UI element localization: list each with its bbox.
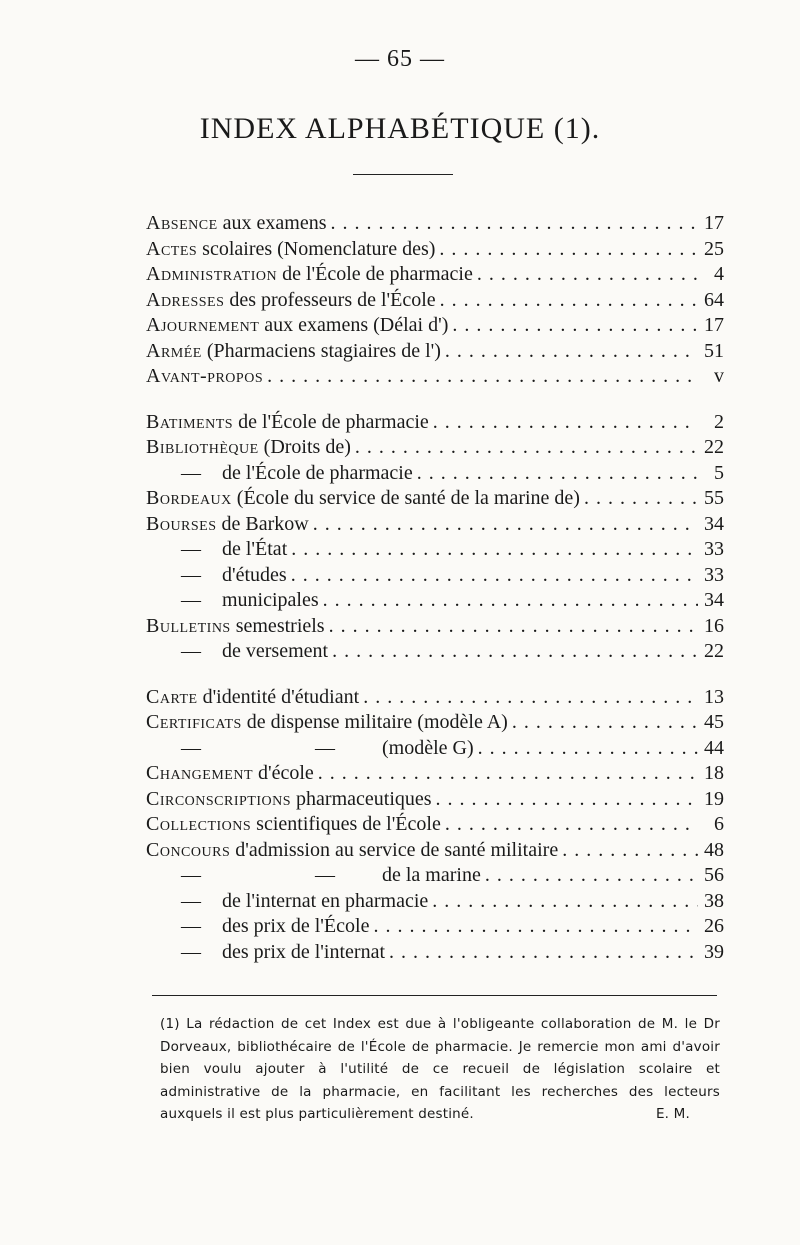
dot-leader bbox=[309, 513, 698, 536]
entry-label: aux examens bbox=[217, 212, 327, 234]
dot-leader bbox=[428, 890, 698, 913]
page-reference: v bbox=[714, 365, 724, 387]
dot-leader bbox=[432, 788, 698, 811]
page-reference: 33 bbox=[704, 538, 724, 560]
page-reference: 17 bbox=[704, 314, 724, 336]
entry-label: d'admission au service de santé militaire bbox=[230, 838, 559, 861]
entry-label: de l'École de pharmacie bbox=[222, 461, 413, 484]
ditto-dash: — bbox=[315, 864, 335, 886]
entry-text bbox=[146, 589, 319, 612]
entry-label: de versement bbox=[222, 640, 329, 662]
entry-label: de Barkow bbox=[216, 512, 309, 535]
page-reference: 45 bbox=[704, 711, 724, 733]
entry-text bbox=[146, 762, 314, 785]
page-reference: 13 bbox=[704, 685, 724, 708]
page-reference: 39 bbox=[704, 940, 724, 963]
page-reference: 26 bbox=[704, 915, 724, 937]
ditto-dash: — bbox=[181, 589, 201, 611]
entry-label: d'études bbox=[222, 563, 287, 586]
page-reference: 4 bbox=[714, 263, 724, 285]
entry-label: (Pharmaciens stagiaires de l') bbox=[201, 339, 441, 362]
page-reference: 22 bbox=[704, 640, 724, 662]
entry-heading: Changement bbox=[146, 762, 253, 784]
page-reference: 18 bbox=[704, 762, 724, 784]
entry-heading: Bourses bbox=[146, 512, 217, 535]
index-entry bbox=[146, 538, 724, 564]
footnote-signature: E. M. bbox=[655, 1106, 690, 1122]
index-group bbox=[146, 686, 724, 967]
index-entry bbox=[146, 263, 724, 289]
entry-label: de dispense militaire (modèle A) bbox=[241, 711, 508, 733]
entry-label: d'école bbox=[253, 762, 314, 784]
entry-label: des professeurs de l'École bbox=[224, 288, 436, 311]
page-title: INDEX ALPHABÉTIQUE (1). bbox=[199, 112, 601, 145]
index-entry bbox=[146, 564, 724, 590]
entry-heading: Certificats bbox=[146, 711, 242, 733]
footnote-divider bbox=[152, 995, 717, 996]
ditto-dash: — bbox=[181, 940, 201, 963]
ditto-dash: — bbox=[181, 915, 201, 937]
entry-text bbox=[146, 411, 429, 434]
entry-text bbox=[146, 462, 413, 485]
page-reference: 16 bbox=[704, 614, 724, 637]
entry-label: de l'État bbox=[222, 538, 288, 560]
title-divider bbox=[353, 174, 453, 175]
ditto-dash: — bbox=[181, 538, 201, 560]
page-reference: 56 bbox=[704, 864, 724, 886]
entry-text bbox=[146, 513, 309, 536]
page-reference: 22 bbox=[704, 436, 724, 458]
entry-heading: Actes bbox=[146, 237, 198, 260]
entry-label: de l'internat en pharmacie bbox=[222, 889, 429, 912]
dot-leader bbox=[369, 915, 698, 938]
entry-heading: Adresses bbox=[146, 288, 225, 311]
entry-label: (modèle G) bbox=[382, 736, 474, 759]
index-entry bbox=[146, 711, 724, 737]
entry-text bbox=[146, 487, 580, 510]
entry-text bbox=[146, 915, 369, 938]
page-reference: 34 bbox=[704, 512, 724, 535]
page-reference: 25 bbox=[704, 237, 724, 260]
page-reference: 2 bbox=[714, 410, 724, 433]
entry-label: de la marine bbox=[382, 864, 481, 886]
entry-heading: Carte bbox=[146, 685, 198, 708]
ditto-dash: — bbox=[181, 640, 201, 662]
dot-leader bbox=[435, 238, 698, 261]
entry-text bbox=[146, 711, 508, 734]
index-entry bbox=[146, 513, 724, 539]
entry-text bbox=[146, 890, 428, 913]
dot-leader bbox=[287, 538, 698, 561]
dot-leader bbox=[441, 813, 698, 836]
entry-text bbox=[146, 564, 287, 587]
page-reference: 5 bbox=[714, 461, 724, 484]
index-entry bbox=[146, 289, 724, 315]
index-entry bbox=[146, 864, 724, 890]
entry-text bbox=[146, 640, 328, 663]
index-entry bbox=[146, 365, 724, 391]
page-number: — 65 — bbox=[355, 46, 445, 72]
footnote bbox=[160, 1013, 720, 1126]
dot-leader bbox=[359, 686, 698, 709]
entry-label: semestriels bbox=[230, 614, 325, 637]
index-entry bbox=[146, 640, 724, 666]
entry-label: pharmaceutiques bbox=[291, 787, 432, 810]
dot-leader bbox=[481, 864, 698, 887]
dot-leader bbox=[325, 615, 698, 638]
footnote-text: (1) La rédaction de cet Index est due à l'obligeante collaboration de M. le Dr Dorveaux, bibliothécaire de l'École de pharmacie. Je remercie mon ami d'avoir bien voulu ajouter à l'utilité de ce recueil de législation scolaire et administrative de la pharmacie, en facilitant les recherches des lecteurs auxquels il est plus particulièrement destiné. bbox=[160, 1016, 720, 1122]
index-entry bbox=[146, 915, 724, 941]
entry-heading: Circonscriptions bbox=[146, 787, 292, 810]
page-reference: 64 bbox=[704, 288, 724, 311]
entry-heading: Absence bbox=[146, 212, 218, 234]
page-reference: 19 bbox=[704, 787, 724, 810]
ditto-dash: — bbox=[181, 563, 201, 586]
entry-label: d'identité d'étudiant bbox=[197, 685, 360, 708]
index-entry bbox=[146, 436, 724, 462]
entry-heading: Administration bbox=[146, 263, 278, 285]
dot-leader bbox=[314, 762, 698, 785]
entry-text bbox=[146, 538, 287, 561]
entry-text bbox=[146, 737, 474, 760]
dot-leader bbox=[473, 263, 698, 286]
entry-text bbox=[146, 813, 441, 836]
page-reference: 17 bbox=[704, 212, 724, 234]
dot-leader bbox=[351, 436, 698, 459]
index-entry bbox=[146, 487, 724, 513]
entry-text bbox=[146, 941, 385, 964]
dot-leader bbox=[580, 487, 698, 510]
index-entry bbox=[146, 314, 724, 340]
page-reference: 55 bbox=[704, 487, 724, 509]
dot-leader bbox=[319, 589, 698, 612]
dot-leader bbox=[413, 462, 698, 485]
index-group bbox=[146, 411, 724, 666]
entry-text bbox=[146, 788, 432, 811]
entry-heading: Concours bbox=[146, 838, 231, 861]
ditto-dash: — bbox=[181, 461, 201, 484]
entry-text bbox=[146, 263, 473, 286]
entry-label: scientifiques de l'École bbox=[251, 813, 441, 835]
index-entry bbox=[146, 762, 724, 788]
entry-text bbox=[146, 686, 359, 709]
ditto-dash: — bbox=[181, 889, 201, 912]
entry-text bbox=[146, 864, 481, 887]
ditto-dash: — bbox=[181, 864, 201, 886]
entry-heading: Avant-propos bbox=[146, 365, 264, 387]
index-entry bbox=[146, 411, 724, 437]
index-entry bbox=[146, 615, 724, 641]
dot-leader bbox=[326, 212, 698, 235]
entry-label: scolaires (Nomenclature des) bbox=[197, 237, 436, 260]
entry-text bbox=[146, 212, 326, 235]
entry-text bbox=[146, 289, 436, 312]
dot-leader bbox=[328, 640, 698, 663]
dot-leader bbox=[436, 289, 698, 312]
dot-leader bbox=[474, 737, 698, 760]
entry-heading: Bulletins bbox=[146, 614, 231, 637]
entry-label: (Droits de) bbox=[258, 436, 351, 458]
entry-heading: Bibliothèque bbox=[146, 436, 259, 458]
page-reference: 6 bbox=[714, 813, 724, 835]
dot-leader bbox=[263, 365, 698, 388]
entry-heading: Collections bbox=[146, 813, 252, 835]
dot-leader bbox=[385, 941, 698, 964]
entry-label: (École du service de santé de la marine de) bbox=[231, 487, 580, 509]
entry-text bbox=[146, 314, 448, 337]
entry-label: aux examens (Délai d') bbox=[259, 314, 449, 336]
page-reference: 44 bbox=[704, 736, 724, 759]
entry-text bbox=[146, 238, 435, 261]
entry-text bbox=[146, 839, 558, 862]
entry-heading: Batiments bbox=[146, 410, 234, 433]
dot-leader bbox=[287, 564, 698, 587]
index-entry bbox=[146, 686, 724, 712]
index-entry bbox=[146, 737, 724, 763]
entry-label: de l'École de pharmacie bbox=[277, 263, 473, 285]
page-reference: 51 bbox=[704, 339, 724, 362]
entry-text bbox=[146, 436, 351, 459]
page-reference: 34 bbox=[704, 589, 724, 611]
index-entry bbox=[146, 238, 724, 264]
alphabetical-index bbox=[146, 212, 724, 986]
index-entry bbox=[146, 890, 724, 916]
entry-label: des prix de l'internat bbox=[222, 940, 385, 963]
page-reference: 48 bbox=[704, 838, 724, 861]
dot-leader bbox=[448, 314, 698, 337]
index-entry bbox=[146, 941, 724, 967]
index-entry bbox=[146, 813, 724, 839]
entry-text bbox=[146, 615, 325, 638]
entry-text bbox=[146, 365, 263, 388]
entry-label: des prix de l'École bbox=[222, 915, 370, 937]
entry-heading: Ajournement bbox=[146, 314, 260, 336]
entry-heading: Armée bbox=[146, 339, 202, 362]
entry-heading: Bordeaux bbox=[146, 487, 232, 509]
entry-text bbox=[146, 340, 441, 363]
ditto-dash: — bbox=[315, 736, 335, 759]
dot-leader bbox=[441, 340, 698, 363]
ditto-dash: — bbox=[181, 736, 201, 759]
page-reference: 33 bbox=[704, 563, 724, 586]
index-entry bbox=[146, 589, 724, 615]
dot-leader bbox=[508, 711, 698, 734]
dot-leader bbox=[429, 411, 698, 434]
dot-leader bbox=[558, 839, 698, 862]
index-entry bbox=[146, 340, 724, 366]
index-entry bbox=[146, 212, 724, 238]
entry-label: de l'École de pharmacie bbox=[233, 410, 429, 433]
page-reference: 38 bbox=[704, 889, 724, 912]
index-group bbox=[146, 212, 724, 391]
index-entry bbox=[146, 462, 724, 488]
entry-label: municipales bbox=[222, 589, 319, 611]
index-entry bbox=[146, 788, 724, 814]
index-entry bbox=[146, 839, 724, 865]
